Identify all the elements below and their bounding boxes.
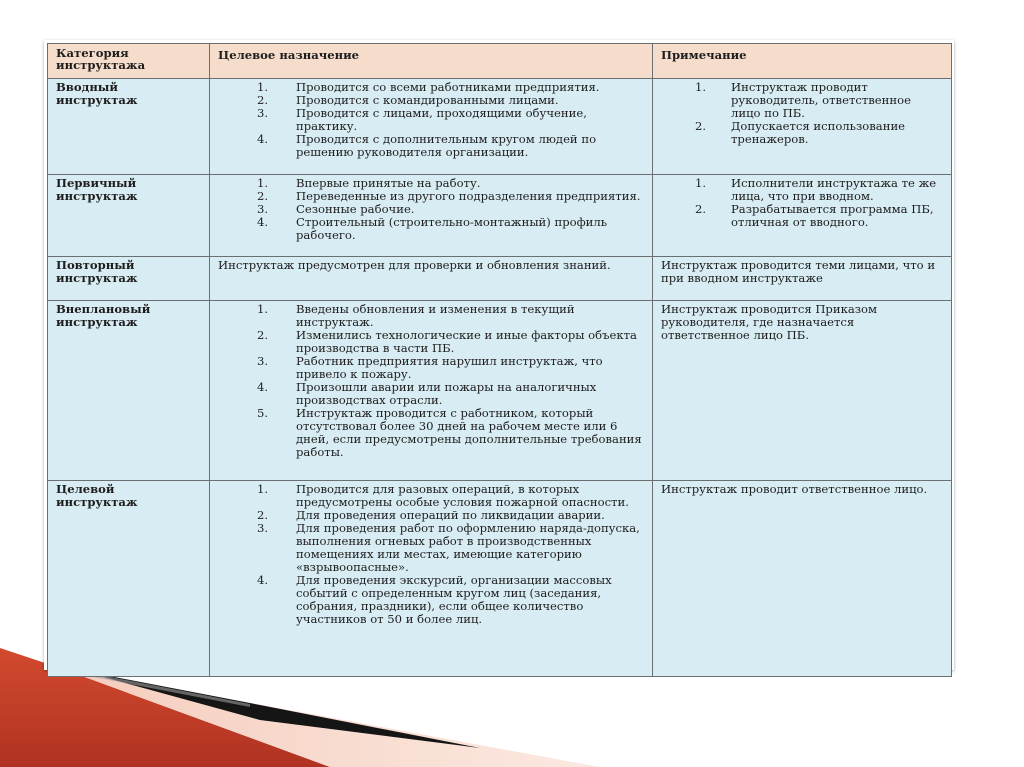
goal-list bbox=[218, 81, 644, 159]
list-item: 2. Изменились технологические и иные факторы объекта производства в части ПБ. bbox=[256, 328, 637, 355]
row-goal bbox=[210, 175, 653, 257]
list-item: 4. Произошли аварии или пожары на аналогичных производствах отрасли. bbox=[256, 380, 597, 407]
list-item: 1. Инструктаж проводит руководитель, ответственное лицо по ПБ. bbox=[694, 80, 911, 120]
list-item: 4. Строительный (строительно-монтажный) профиль рабочего. bbox=[256, 215, 608, 242]
list-item: 2. Для проведения операций по ликвидации аварии. bbox=[256, 508, 605, 522]
row-note bbox=[653, 481, 952, 677]
row-goal bbox=[210, 79, 653, 175]
table-row bbox=[48, 175, 952, 257]
table-row bbox=[48, 79, 952, 175]
list-item: 1. Впервые принятые на работу. bbox=[256, 176, 481, 190]
list-item: 3. Сезонные рабочие. bbox=[256, 202, 415, 216]
list-item: 2. Разрабатывается программа ПБ, отличная от вводного. bbox=[694, 202, 934, 229]
list-item: 3. Для проведения работ по оформлению наряда-допуска, выполнения огневых работ в производственных помещениях или местах, имеющие категорию «взрывоопасные». bbox=[256, 521, 640, 574]
instruction-table bbox=[47, 43, 952, 677]
list-item: 2. Проводится с командированными лицами. bbox=[256, 93, 559, 107]
note-list bbox=[661, 81, 943, 146]
list-item: 1. Проводится для разовых операций, в которых предусмотрены особые условия пожарной опасности. bbox=[256, 482, 629, 509]
row-category: Целевой инструктаж bbox=[48, 481, 210, 677]
note-list bbox=[661, 177, 943, 229]
header-note: Примечание bbox=[653, 44, 952, 79]
goal-list bbox=[218, 483, 644, 626]
row-category: Внеплановый инструктаж bbox=[48, 301, 210, 481]
list-item: 4. Для проведения экскурсий, организации массовых событий с определенным кругом лиц (заседания, собрания, праздники), если общее количество участников от 50 и более лиц. bbox=[256, 573, 612, 626]
row-note bbox=[653, 301, 952, 481]
instruction-table-frame bbox=[44, 40, 954, 670]
table-row bbox=[48, 301, 952, 481]
row-category: Первичный инструктаж bbox=[48, 175, 210, 257]
row-note bbox=[653, 175, 952, 257]
header-category: Категория инструктажа bbox=[48, 44, 210, 79]
row-category: Вводный инструктаж bbox=[48, 79, 210, 175]
goal-list bbox=[218, 303, 644, 459]
row-note bbox=[653, 79, 952, 175]
note-text: Инструктаж проводится теми лицами, что и при вводном инструктаже bbox=[661, 258, 936, 285]
note-text: Инструктаж проводит ответственное лицо. bbox=[661, 482, 928, 496]
list-item: 3. Проводится с лицами, проходящими обучение, практику. bbox=[256, 106, 587, 133]
header-goal: Целевое назначение bbox=[210, 44, 653, 79]
table-header-row bbox=[48, 44, 952, 79]
list-item: 1. Исполнители инструктажа те же лица, что при вводном. bbox=[694, 176, 937, 203]
row-goal bbox=[210, 481, 653, 677]
list-item: 1. Проводится со всеми работниками предприятия. bbox=[256, 80, 600, 94]
row-category: Повторный инструктаж bbox=[48, 257, 210, 301]
list-item: 2. Переведенные из другого подразделения предприятия. bbox=[256, 189, 641, 203]
row-goal bbox=[210, 257, 653, 301]
table-row bbox=[48, 481, 952, 677]
list-item: 2. Допускается использование тренажеров. bbox=[694, 119, 906, 146]
goal-text: Инструктаж предусмотрен для проверки и обновления знаний. bbox=[218, 258, 611, 272]
row-goal bbox=[210, 301, 653, 481]
note-text: Инструктаж проводится Приказом руководителя, где назначается ответственное лицо ПБ. bbox=[661, 302, 878, 342]
row-note bbox=[653, 257, 952, 301]
goal-list bbox=[218, 177, 644, 242]
list-item: 4. Проводится с дополнительным кругом людей по решению руководителя организации. bbox=[256, 132, 597, 159]
list-item: 1. Введены обновления и изменения в текущий инструктаж. bbox=[256, 302, 575, 329]
table-row bbox=[48, 257, 952, 301]
list-item: 5. Инструктаж проводится с работником, который отсутствовал более 30 дней на рабочем месте или 6 дней, если предусмотрены дополнительные требования работы. bbox=[256, 406, 642, 459]
list-item: 3. Работник предприятия нарушил инструктаж, что привело к пожару. bbox=[256, 354, 603, 381]
